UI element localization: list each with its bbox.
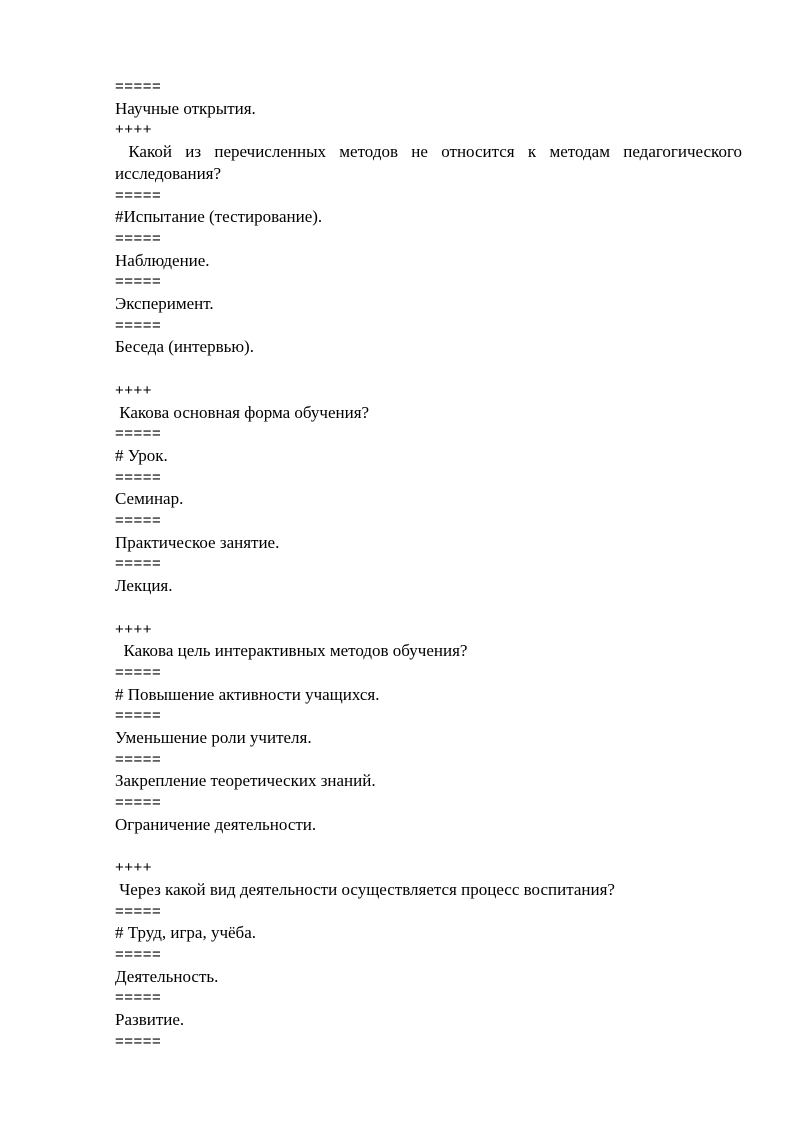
answer-separator: ===== <box>115 989 162 1007</box>
question-text: Какова основная форма обучения? <box>115 402 370 422</box>
answer-separator: ===== <box>115 946 162 964</box>
answer-separator: ===== <box>115 1032 162 1050</box>
answer-separator: ===== <box>115 902 162 920</box>
answer-option: Лекция. <box>115 576 173 596</box>
answer-separator: ===== <box>115 425 162 443</box>
correct-answer: # Труд, игра, учёба. <box>115 923 256 943</box>
answer-option: Закрепление теоретических знаний. <box>115 771 376 791</box>
answer-option: Научные открытия. <box>115 98 256 118</box>
answer-option: Ограничение деятельности. <box>115 814 317 834</box>
answer-separator: ===== <box>115 468 162 486</box>
blank-line <box>115 597 742 619</box>
blank-line <box>115 358 742 380</box>
question-separator: ++++ <box>115 381 153 399</box>
answer-separator: ===== <box>115 707 162 725</box>
correct-answer: #Испытание (тестирование). <box>115 207 323 227</box>
answer-option: Уменьшение роли учителя. <box>115 728 312 748</box>
question-text: Какой из перечисленных методов не относится к методам педагогического исследования? <box>115 142 747 183</box>
correct-answer: # Урок. <box>115 445 168 465</box>
answer-option: Наблюдение. <box>115 250 210 270</box>
question-separator: ++++ <box>115 859 153 877</box>
answer-separator: ===== <box>115 794 162 812</box>
answer-option: Практическое занятие. <box>115 532 280 552</box>
answer-separator: ===== <box>115 663 162 681</box>
answer-separator: ===== <box>115 186 162 204</box>
question-text: Какова цель интерактивных методов обучения? <box>115 641 468 661</box>
answer-option: Деятельность. <box>115 966 219 986</box>
answer-separator: ===== <box>115 316 162 334</box>
correct-answer: # Повышение активности учащихся. <box>115 684 380 704</box>
answer-separator: ===== <box>115 78 162 95</box>
document-body <box>115 76 747 1053</box>
answer-separator: ===== <box>115 273 162 291</box>
answer-separator: ===== <box>115 229 162 247</box>
question-separator: ++++ <box>115 620 153 638</box>
answer-separator: ===== <box>115 750 162 768</box>
question-separator: ++++ <box>115 121 153 139</box>
question-text: Через какой вид деятельности осуществляется процесс воспитания? <box>115 879 615 899</box>
answer-separator: ===== <box>115 512 162 530</box>
answer-option: Эксперимент. <box>115 294 214 314</box>
answer-option: Беседа (интервью). <box>115 337 254 357</box>
answer-separator: ===== <box>115 555 162 573</box>
blank-line <box>115 836 742 858</box>
answer-option: Семинар. <box>115 489 184 509</box>
answer-option: Развитие. <box>115 1010 185 1030</box>
